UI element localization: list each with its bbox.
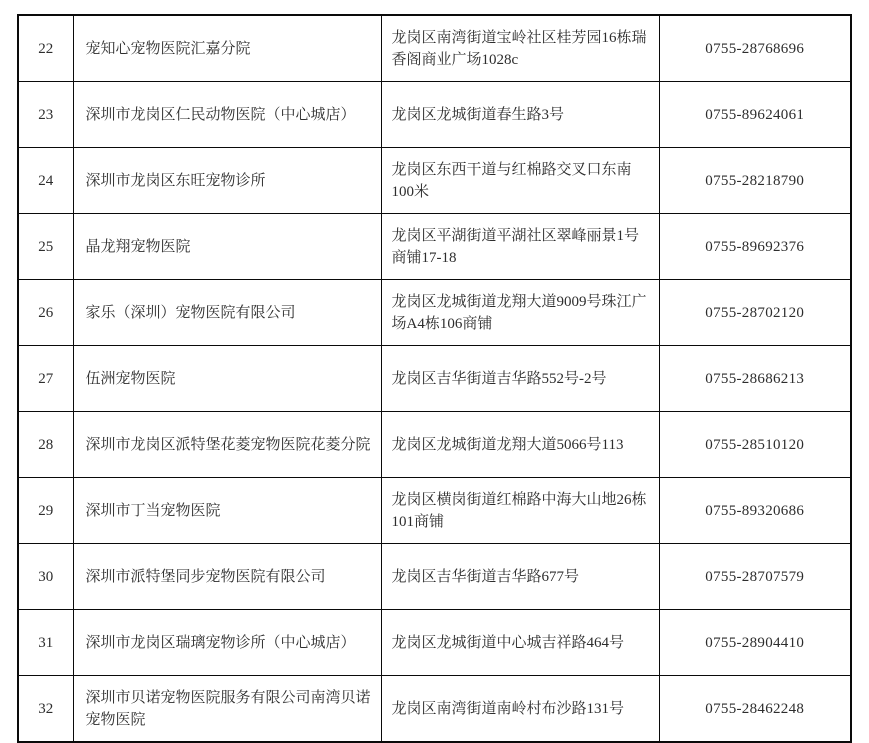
table-row [18, 214, 851, 280]
hospital-address: 龙岗区南湾街道南岭村布沙路131号 [381, 676, 659, 743]
table-row [18, 280, 851, 346]
hospital-name: 深圳市龙岗区瑞璃宠物诊所（中心城店） [73, 610, 381, 676]
table-row [18, 82, 851, 148]
hospital-name: 深圳市龙岗区派特堡花菱宠物医院花菱分院 [73, 412, 381, 478]
hospital-address: 龙岗区龙城街道春生路3号 [381, 82, 659, 148]
hospital-name: 深圳市丁当宠物医院 [73, 478, 381, 544]
hospital-phone: 0755-28510120 [659, 412, 851, 478]
row-number: 28 [18, 412, 73, 478]
hospital-address: 龙岗区南湾街道宝岭社区桂芳园16栋瑞香阁商业广场1028c [381, 15, 659, 82]
hospital-address: 龙岗区龙城街道中心城吉祥路464号 [381, 610, 659, 676]
hospital-name: 深圳市龙岗区仁民动物医院（中心城店） [73, 82, 381, 148]
hospital-phone: 0755-28702120 [659, 280, 851, 346]
row-number: 29 [18, 478, 73, 544]
table-row [18, 610, 851, 676]
hospital-phone: 0755-28218790 [659, 148, 851, 214]
table-row [18, 544, 851, 610]
hospital-phone: 0755-89320686 [659, 478, 851, 544]
row-number: 25 [18, 214, 73, 280]
row-number: 23 [18, 82, 73, 148]
hospital-address: 龙岗区平湖街道平湖社区翠峰丽景1号商铺17-18 [381, 214, 659, 280]
pet-hospital-table [17, 14, 852, 743]
hospital-address: 龙岗区龙城街道龙翔大道5066号113 [381, 412, 659, 478]
hospital-name: 晶龙翔宠物医院 [73, 214, 381, 280]
hospital-address: 龙岗区横岗街道红棉路中海大山地26栋101商铺 [381, 478, 659, 544]
hospital-address: 龙岗区吉华街道吉华路552号-2号 [381, 346, 659, 412]
row-number: 26 [18, 280, 73, 346]
row-number: 27 [18, 346, 73, 412]
hospital-name: 深圳市贝诺宠物医院服务有限公司南湾贝诺宠物医院 [73, 676, 381, 743]
table-row [18, 478, 851, 544]
row-number: 31 [18, 610, 73, 676]
table-row [18, 676, 851, 743]
row-number: 30 [18, 544, 73, 610]
hospital-phone: 0755-28768696 [659, 15, 851, 82]
row-number: 32 [18, 676, 73, 743]
table-row [18, 15, 851, 82]
table-row [18, 346, 851, 412]
hospital-name: 伍洲宠物医院 [73, 346, 381, 412]
hospital-phone: 0755-89624061 [659, 82, 851, 148]
hospital-address: 龙岗区吉华街道吉华路677号 [381, 544, 659, 610]
table-row [18, 412, 851, 478]
row-number: 24 [18, 148, 73, 214]
row-number: 22 [18, 15, 73, 82]
hospital-address: 龙岗区东西干道与红棉路交叉口东南100米 [381, 148, 659, 214]
table-row [18, 148, 851, 214]
table-body [18, 15, 851, 742]
hospital-phone: 0755-89692376 [659, 214, 851, 280]
hospital-phone: 0755-28707579 [659, 544, 851, 610]
hospital-phone: 0755-28904410 [659, 610, 851, 676]
hospital-name: 深圳市派特堡同步宠物医院有限公司 [73, 544, 381, 610]
hospital-address: 龙岗区龙城街道龙翔大道9009号珠江广场A4栋106商铺 [381, 280, 659, 346]
hospital-name: 家乐（深圳）宠物医院有限公司 [73, 280, 381, 346]
hospital-phone: 0755-28686213 [659, 346, 851, 412]
hospital-name: 宠知心宠物医院汇嘉分院 [73, 15, 381, 82]
hospital-phone: 0755-28462248 [659, 676, 851, 743]
hospital-name: 深圳市龙岗区东旺宠物诊所 [73, 148, 381, 214]
